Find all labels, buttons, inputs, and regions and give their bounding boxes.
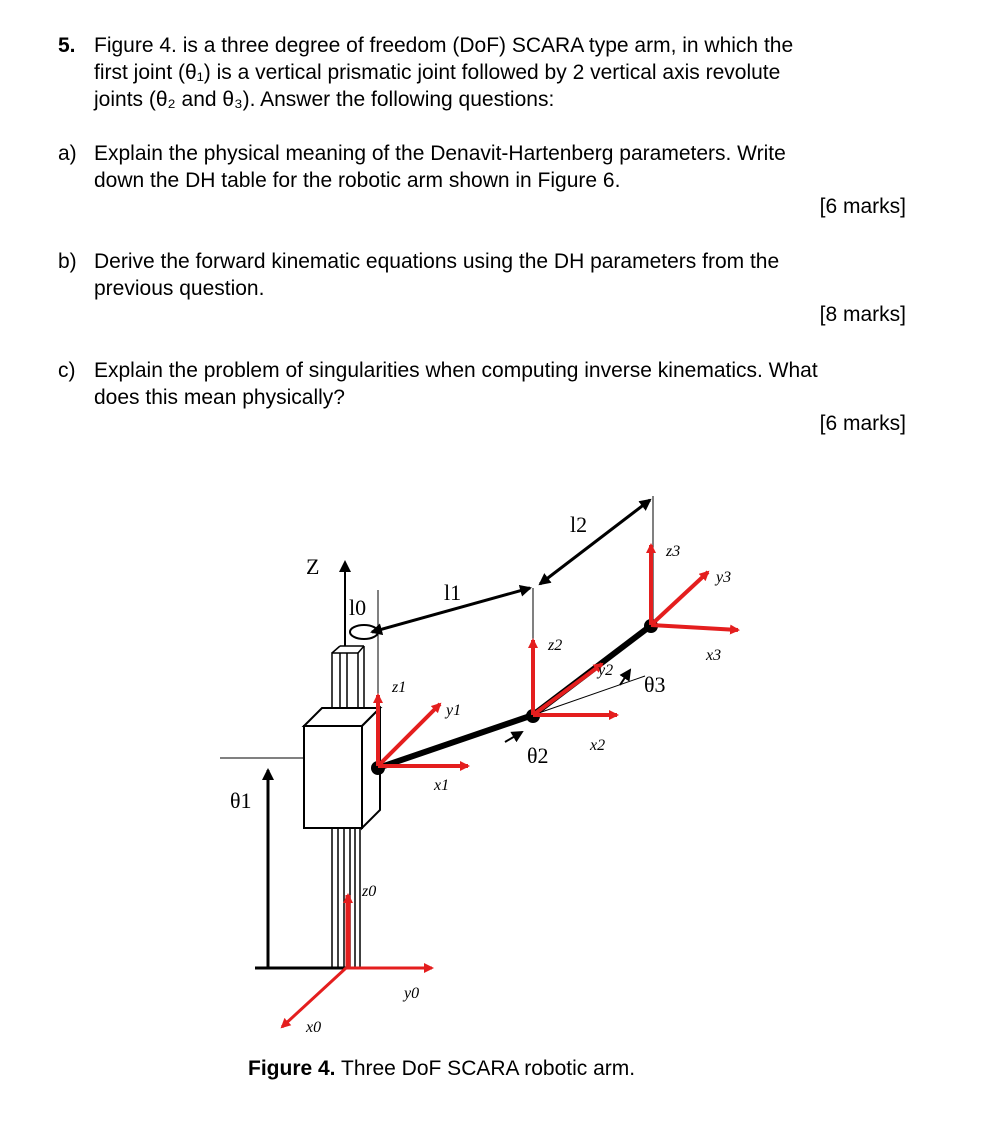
theta2-arrow <box>505 732 522 742</box>
theta2-reference <box>533 676 645 715</box>
x3-axis <box>651 625 738 630</box>
question-line-1: Figure 4. is a three degree of freedom (DoF) SCARA type arm, in which the <box>94 34 794 57</box>
label-y0: y0 <box>404 985 420 1002</box>
label-x0: x0 <box>306 1019 322 1036</box>
label-l1: l1 <box>444 580 462 605</box>
part-b-line-2: previous question. <box>94 277 265 300</box>
label-theta2: θ2 <box>527 743 549 768</box>
part-b-label: b) <box>58 250 77 273</box>
question-line-2: first joint (θ₁) is a vertical prismatic joint followed by 2 vertical axis revolute <box>94 61 781 84</box>
scara-arm-figure <box>0 470 985 1050</box>
caption-bold: Figure 4. <box>248 1057 336 1080</box>
label-l0: l0 <box>349 595 367 620</box>
l2-dimension <box>540 500 650 584</box>
label-y3: y3 <box>716 569 732 586</box>
label-l2: l2 <box>570 512 588 537</box>
part-c-marks: [6 marks] <box>819 412 906 435</box>
part-b-marks: [8 marks] <box>819 303 906 326</box>
label-Z: Z <box>306 554 320 579</box>
column-top <box>332 646 364 715</box>
label-theta1: θ1 <box>230 788 252 813</box>
label-y1: y1 <box>446 702 462 719</box>
caption-text: Three DoF SCARA robotic arm. <box>335 1057 636 1080</box>
part-a-line-1: Explain the physical meaning of the Denavit-Hartenberg parameters. Write <box>94 142 786 165</box>
label-y2: y2 <box>598 662 614 679</box>
part-c-line-2: does this mean physically? <box>94 386 345 409</box>
label-x3: x3 <box>706 647 722 664</box>
part-c-line-1: Explain the problem of singularities when computing inverse kinematics. What <box>94 359 818 382</box>
label-z3: z3 <box>666 543 681 560</box>
y3-axis <box>651 572 708 625</box>
part-a-marks: [6 marks] <box>819 195 906 218</box>
label-z1: z1 <box>392 679 407 696</box>
label-z2: z2 <box>548 637 563 654</box>
part-c-label: c) <box>58 359 76 382</box>
figure-caption <box>248 1057 635 1081</box>
label-theta3: θ3 <box>644 672 666 697</box>
question-number: 5. <box>58 34 76 57</box>
y2-axis <box>533 664 602 715</box>
part-a-line-2: down the DH table for the robotic arm shown in Figure 6. <box>94 169 621 192</box>
label-x2: x2 <box>590 737 606 754</box>
label-z0: z0 <box>362 883 377 900</box>
prismatic-carriage <box>304 708 380 828</box>
label-x1: x1 <box>434 777 450 794</box>
question-line-3: joints (θ₂ and θ₃). Answer the following questions: <box>94 88 555 111</box>
part-b-line-1: Derive the forward kinematic equations using the DH parameters from the <box>94 250 780 273</box>
part-a-label: a) <box>58 142 77 165</box>
